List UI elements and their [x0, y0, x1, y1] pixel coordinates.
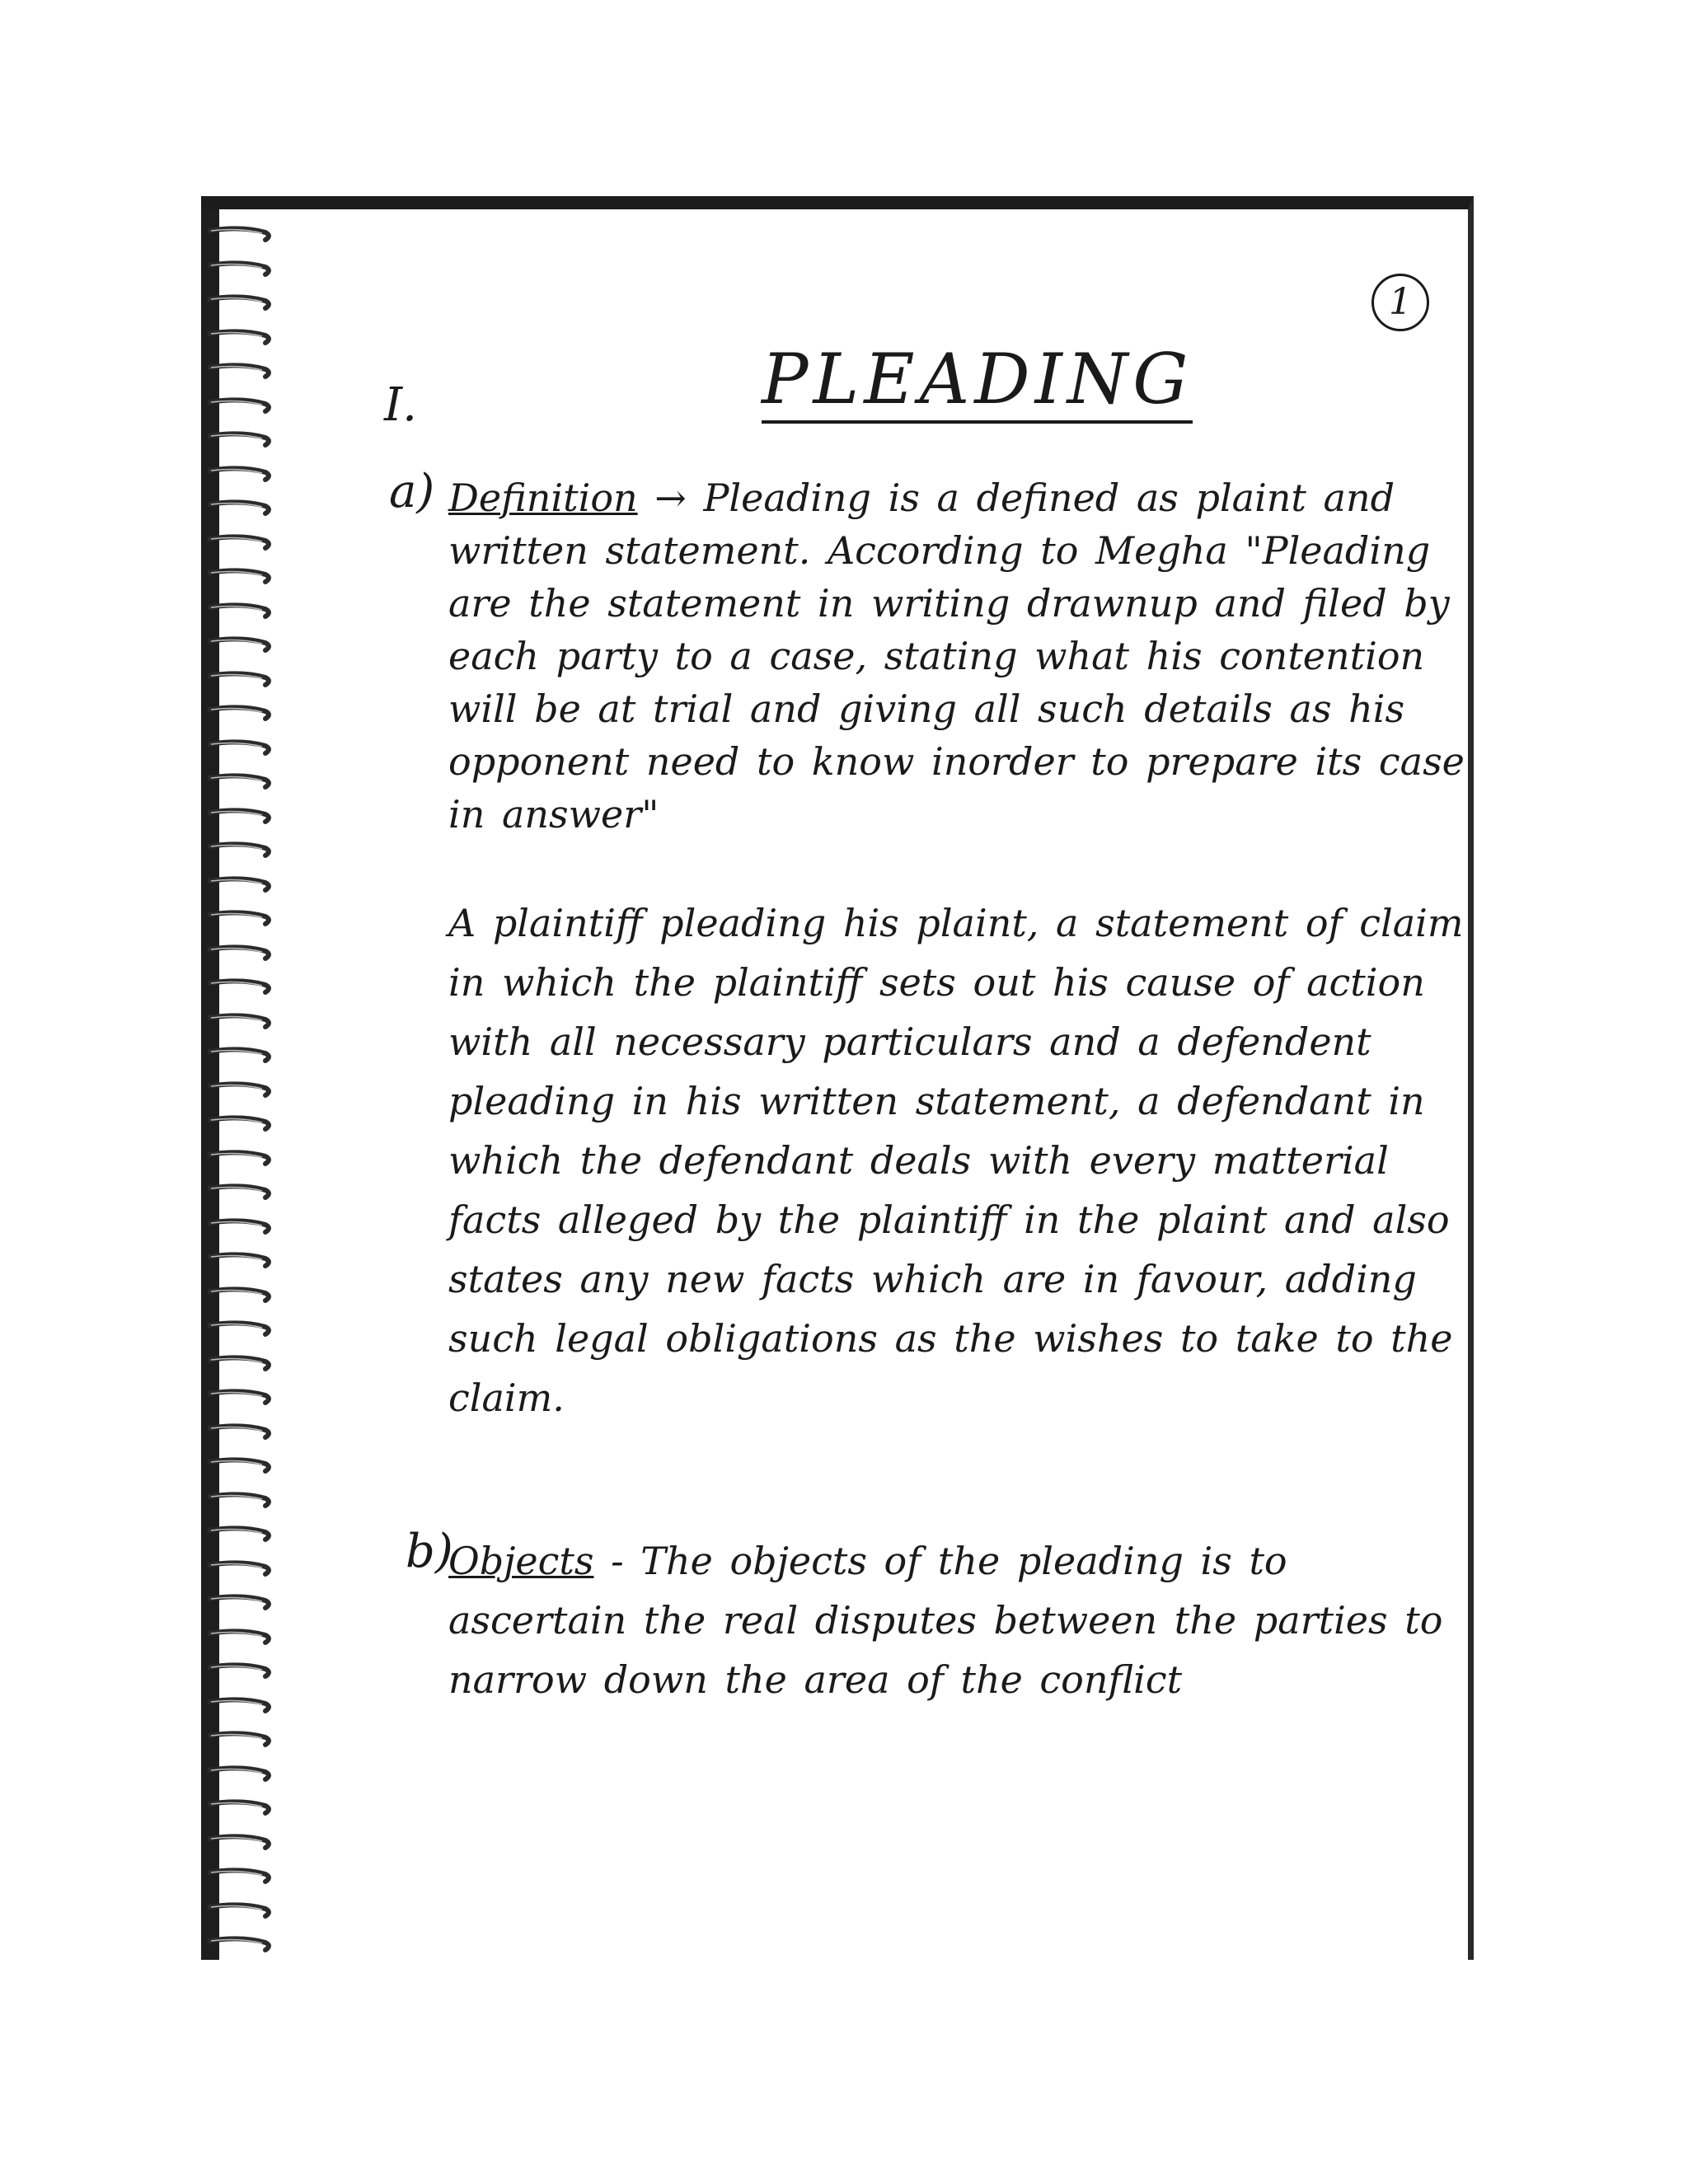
spiral-ring [208, 1320, 272, 1338]
spiral-ring [208, 1765, 272, 1783]
definition-separator: → [654, 476, 687, 520]
spiral-ring [208, 1150, 272, 1168]
objects-label: b) [406, 1525, 453, 1578]
objects-heading: Objects [448, 1539, 594, 1583]
spiral-binding [201, 209, 280, 1960]
spiral-ring [208, 466, 272, 484]
spiral-ring [208, 808, 272, 826]
spiral-ring [208, 1936, 272, 1954]
spiral-ring [208, 1799, 272, 1817]
spiral-ring [208, 1115, 272, 1133]
definition-label: a) [389, 465, 435, 518]
spiral-ring [208, 636, 272, 654]
spiral-ring [208, 260, 272, 279]
spiral-ring [208, 534, 272, 552]
spiral-ring [208, 1047, 272, 1065]
spiral-ring [208, 944, 272, 963]
spiral-ring [208, 1629, 272, 1647]
spiral-ring [208, 1081, 272, 1099]
spiral-ring [208, 363, 272, 381]
spiral-ring [208, 1662, 272, 1680]
spiral-ring [208, 1834, 272, 1852]
spiral-ring [208, 1183, 272, 1202]
definition-heading: Definition [448, 476, 638, 520]
spiral-ring [208, 876, 272, 894]
definition-paragraph-2: A plaintiff pleading his plaint, a statement of claim in which the plaintiff sets out his cause of action with all necessary particulars and a defendent pleading in his written statement, a defendant in which the defendant deals with every matterial facts alleged by the plaintiff in the plaint and also states any new facts which are in favour, adding such legal obligations as the wishes to take to the claim. [448, 901, 1464, 1420]
spiral-ring [208, 1868, 272, 1886]
objects-text: The objects of the pleading is to ascertain the real disputes between the parties to narrow down the area of the conflict [448, 1539, 1443, 1702]
spiral-ring [208, 568, 272, 586]
definition-text: Pleading is a defined as plaint and written statement. According to Megha "Pleading are the statement in writing drawnup and filed by each party to a case, stating what his contention will be at trial and giving all such details as his opponent need to know inorder to prepare its case in answer" [448, 476, 1465, 837]
spiral-ring [208, 602, 272, 621]
spiral-ring [208, 1526, 272, 1544]
spiral-ring [208, 1252, 272, 1270]
spiral-ring [208, 671, 272, 689]
spiral-ring [208, 294, 272, 312]
page-number: 1 [1372, 274, 1429, 331]
notebook-page [201, 196, 1474, 1960]
spiral-ring [208, 1423, 272, 1441]
spiral-ring [208, 1902, 272, 1920]
spiral-ring [208, 226, 272, 244]
spiral-ring [208, 499, 272, 518]
spiral-ring [208, 1594, 272, 1612]
spiral-ring [208, 329, 272, 347]
spiral-ring [208, 1286, 272, 1305]
spiral-ring [208, 1492, 272, 1510]
spiral-ring [208, 1218, 272, 1236]
spiral-ring [208, 1560, 272, 1578]
spiral-ring [208, 841, 272, 860]
spiral-ring [208, 397, 272, 415]
spiral-ring [208, 1013, 272, 1031]
definition-paragraph [448, 471, 1470, 841]
spiral-ring [208, 739, 272, 757]
spiral-ring [208, 978, 272, 996]
objects-paragraph [448, 1531, 1470, 1709]
page-title: PLEADING [762, 341, 1193, 424]
spiral-ring [208, 1355, 272, 1373]
section-number: I. [384, 378, 417, 432]
spiral-ring [208, 1457, 272, 1475]
spiral-ring [208, 1731, 272, 1749]
spiral-ring [208, 431, 272, 449]
spiral-ring [208, 910, 272, 928]
objects-separator: - [611, 1539, 624, 1583]
spiral-ring [208, 705, 272, 723]
spiral-ring [208, 773, 272, 791]
spiral-ring [208, 1389, 272, 1407]
spiral-ring [208, 1697, 272, 1715]
